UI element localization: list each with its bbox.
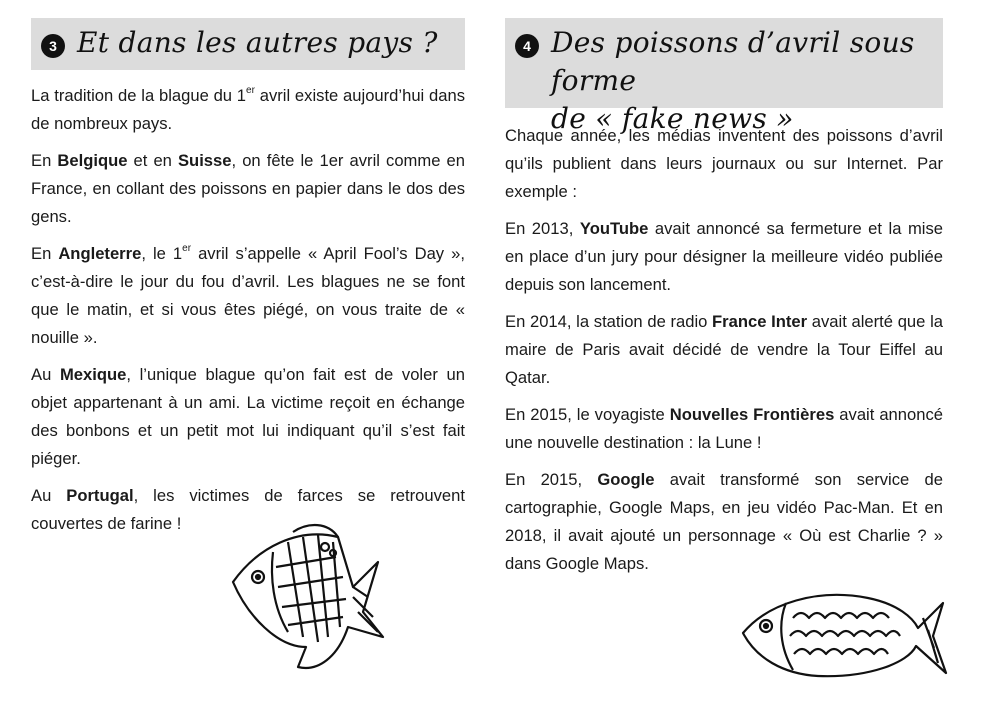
section-number-badge: 3 — [41, 34, 65, 58]
paragraph-google: En 2015, Google avait transformé son service de cartographie, Google Maps, en jeu vidéo Pac-Man. Et en 2018, il avait ajouté un personnage « Où est Charlie ? » dans Google Maps. — [505, 470, 943, 573]
section-title: Des poissons d’avril sous forme de « fake news » — [551, 26, 915, 135]
section-other-countries — [31, 18, 465, 547]
paragraph-nouvelles-frontieres: En 2015, le voyagiste Nouvelles Frontières avait annoncé une nouvelle destination : la Lune ! — [505, 405, 943, 452]
section-fake-news — [505, 18, 943, 587]
angelfish-zentangle-icon — [228, 517, 393, 682]
paragraph-intro: Chaque année, les médias inventent des poissons d’avril qu’ils publient dans leurs journaux ou sur Internet. Par exemple : — [505, 126, 943, 201]
paragraph-belgique-suisse: En Belgique et en Suisse, on fête le 1er avril comme en France, en collant des poissons en papier dans le dos des gens. — [31, 151, 465, 226]
paragraph-portugal: Au Portugal, les victimes de farces se retrouvent couvertes de farine ! — [31, 486, 465, 533]
fish-scales-zentangle-icon — [738, 578, 948, 683]
section-body — [31, 82, 465, 538]
paragraph-mexique: Au Mexique, l’unique blague qu’on fait est de voler un objet appartenant à un ami. La victime reçoit en échange des bonbons et un petit mot lui indiquant qu’il s’est fait piéger. — [31, 365, 465, 468]
paragraph-intro: La tradition de la blague du 1er avril existe aujourd’hui dans de nombreux pays. — [31, 85, 465, 133]
section-header — [505, 18, 943, 135]
paragraph-youtube: En 2013, YouTube avait annoncé sa fermeture et la mise en place d’un jury pour désigner la meilleure vidéo publiée depuis son lancement. — [505, 219, 943, 294]
section-body — [505, 122, 943, 578]
section-header — [31, 18, 465, 70]
section-title: Et dans les autres pays ? — [77, 26, 438, 59]
paragraph-angleterre: En Angleterre, le 1er avril s’appelle « April Fool’s Day », c’est-à-dire le jour du fou d’avril. Les blagues ne se font que le matin, et si vous êtes piégé, on vous traite de « nouille ». — [31, 243, 465, 347]
paragraph-france-inter: En 2014, la station de radio France Inter avait alerté que la maire de Paris avait décidé de vendre la Tour Eiffel au Qatar. — [505, 312, 943, 387]
section-number-badge: 4 — [515, 34, 539, 58]
